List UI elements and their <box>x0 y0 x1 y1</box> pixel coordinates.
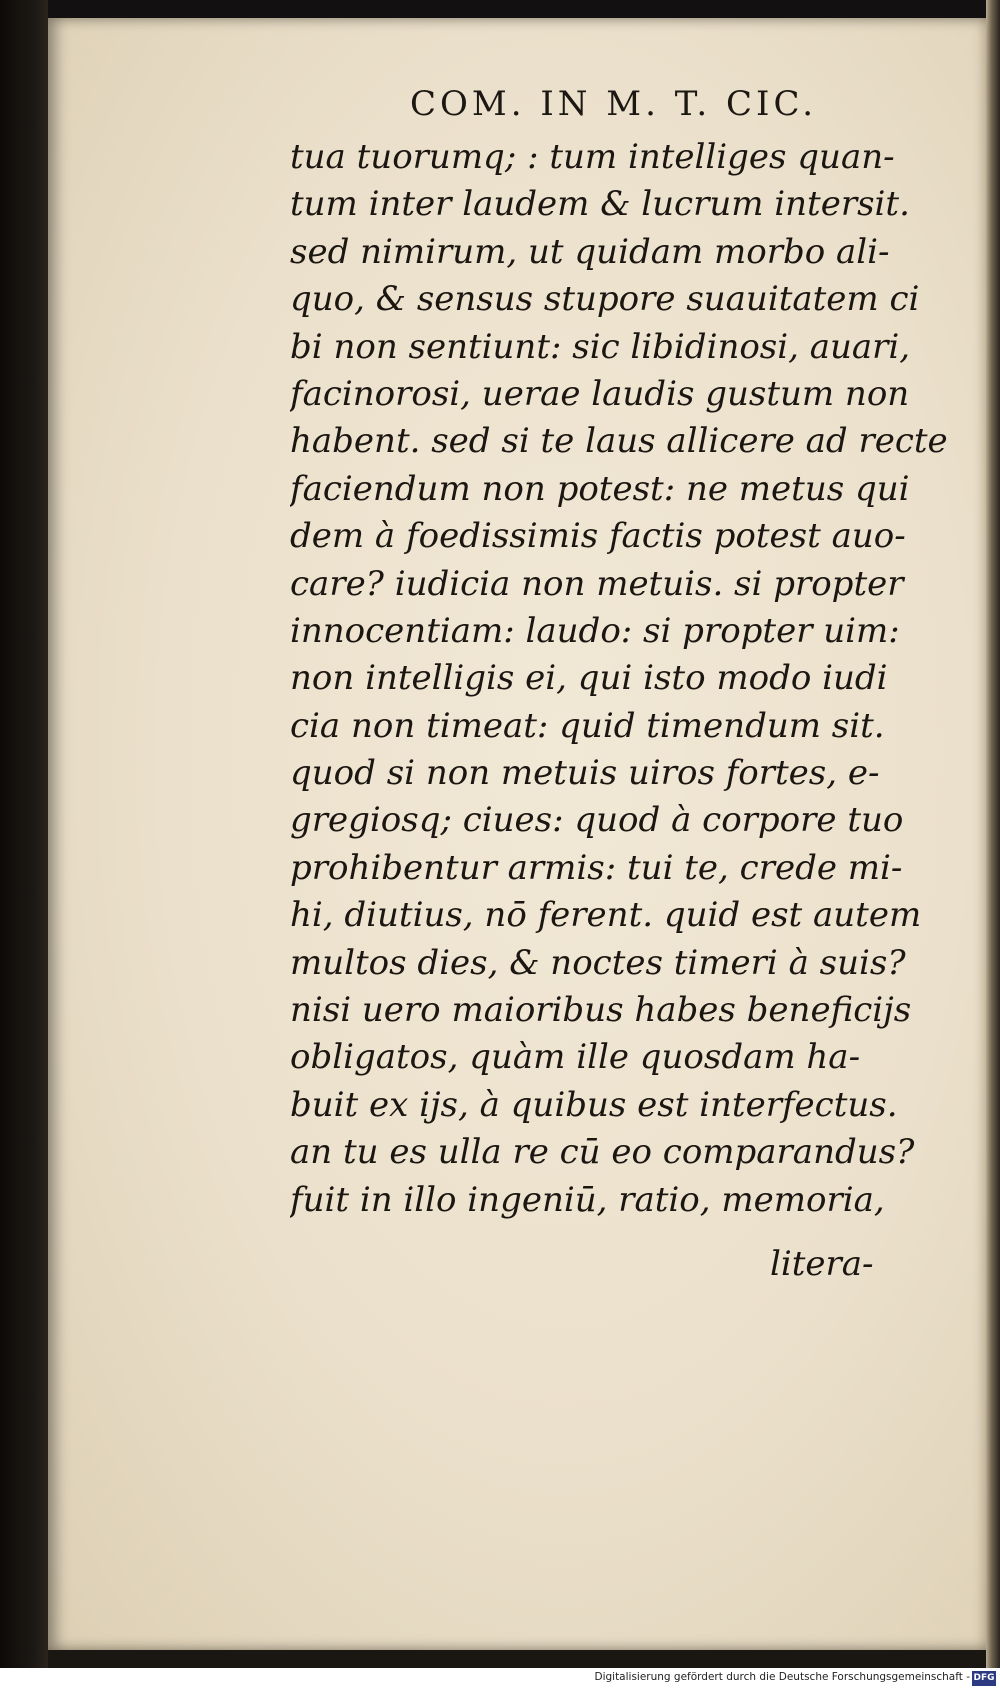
text-line: bi non sentiunt: sic libidinosi, auari, <box>290 326 911 367</box>
text-line: obligatos, quàm ille quosdam ha- <box>290 1037 861 1078</box>
page-fore-edge <box>986 0 1000 1668</box>
text-line: dem à foedissimis factis potest auo- <box>290 516 906 557</box>
text-line: tua tuorumq; : tum intelliges quan- <box>290 137 895 177</box>
text-line: faciendum non potest: ne metus qui <box>290 468 910 509</box>
text-line: sed nimirum, ut quidam morbo ali- <box>290 231 890 272</box>
text-line: non intelligis ei, qui isto modo iudi <box>290 658 888 699</box>
book-page <box>48 18 986 1650</box>
catchword: litera- <box>770 1244 874 1284</box>
text-line: tum inter laudem & lucrum intersit. <box>290 184 910 225</box>
running-head: COM. IN M. T. CIC. <box>410 84 818 124</box>
text-line: care? iudicia non metuis. si propter <box>290 563 904 604</box>
scan-top-edge <box>0 0 1000 18</box>
dfg-logo: DFG <box>972 1671 996 1686</box>
text-line: gregiosq; ciues: quod à corpore tuo <box>290 800 904 841</box>
text-line: prohibentur armis: tui te, crede mi- <box>290 847 903 888</box>
text-line: cia non timeat: quid timendum sit. <box>290 705 885 746</box>
text-line: quo, & sensus stupore suauitatem ci <box>290 279 920 320</box>
footer-credit: Digitalisierung gefördert durch die Deutsche Forschungsgemeinschaft - <box>594 1671 970 1683</box>
text-line: facinorosi, uerae laudis gustum non <box>290 373 910 414</box>
text-line: innocentiam: laudo: si propter uim: <box>290 610 900 651</box>
text-line: nisi uero maioribus habes beneficijs <box>290 990 912 1031</box>
text-line: multos dies, & noctes timeri à suis? <box>290 942 906 983</box>
text-line: an tu es ulla re cū eo comparandus? <box>290 1132 915 1173</box>
text-line: quod si non metuis uiros fortes, e- <box>290 753 880 794</box>
book-binding-edge <box>0 0 48 1668</box>
text-line: habent. sed si te laus allicere ad recte <box>290 421 948 462</box>
text-line: buit ex ijs, à quibus est interfectus. <box>290 1084 898 1125</box>
text-line: fuit in illo ingeniū, ratio, memoria, <box>290 1179 885 1220</box>
text-line: hi, diutius, nō ferent. quid est autem <box>290 895 922 936</box>
body-text <box>290 134 950 1224</box>
footer-bar <box>0 1668 1000 1690</box>
